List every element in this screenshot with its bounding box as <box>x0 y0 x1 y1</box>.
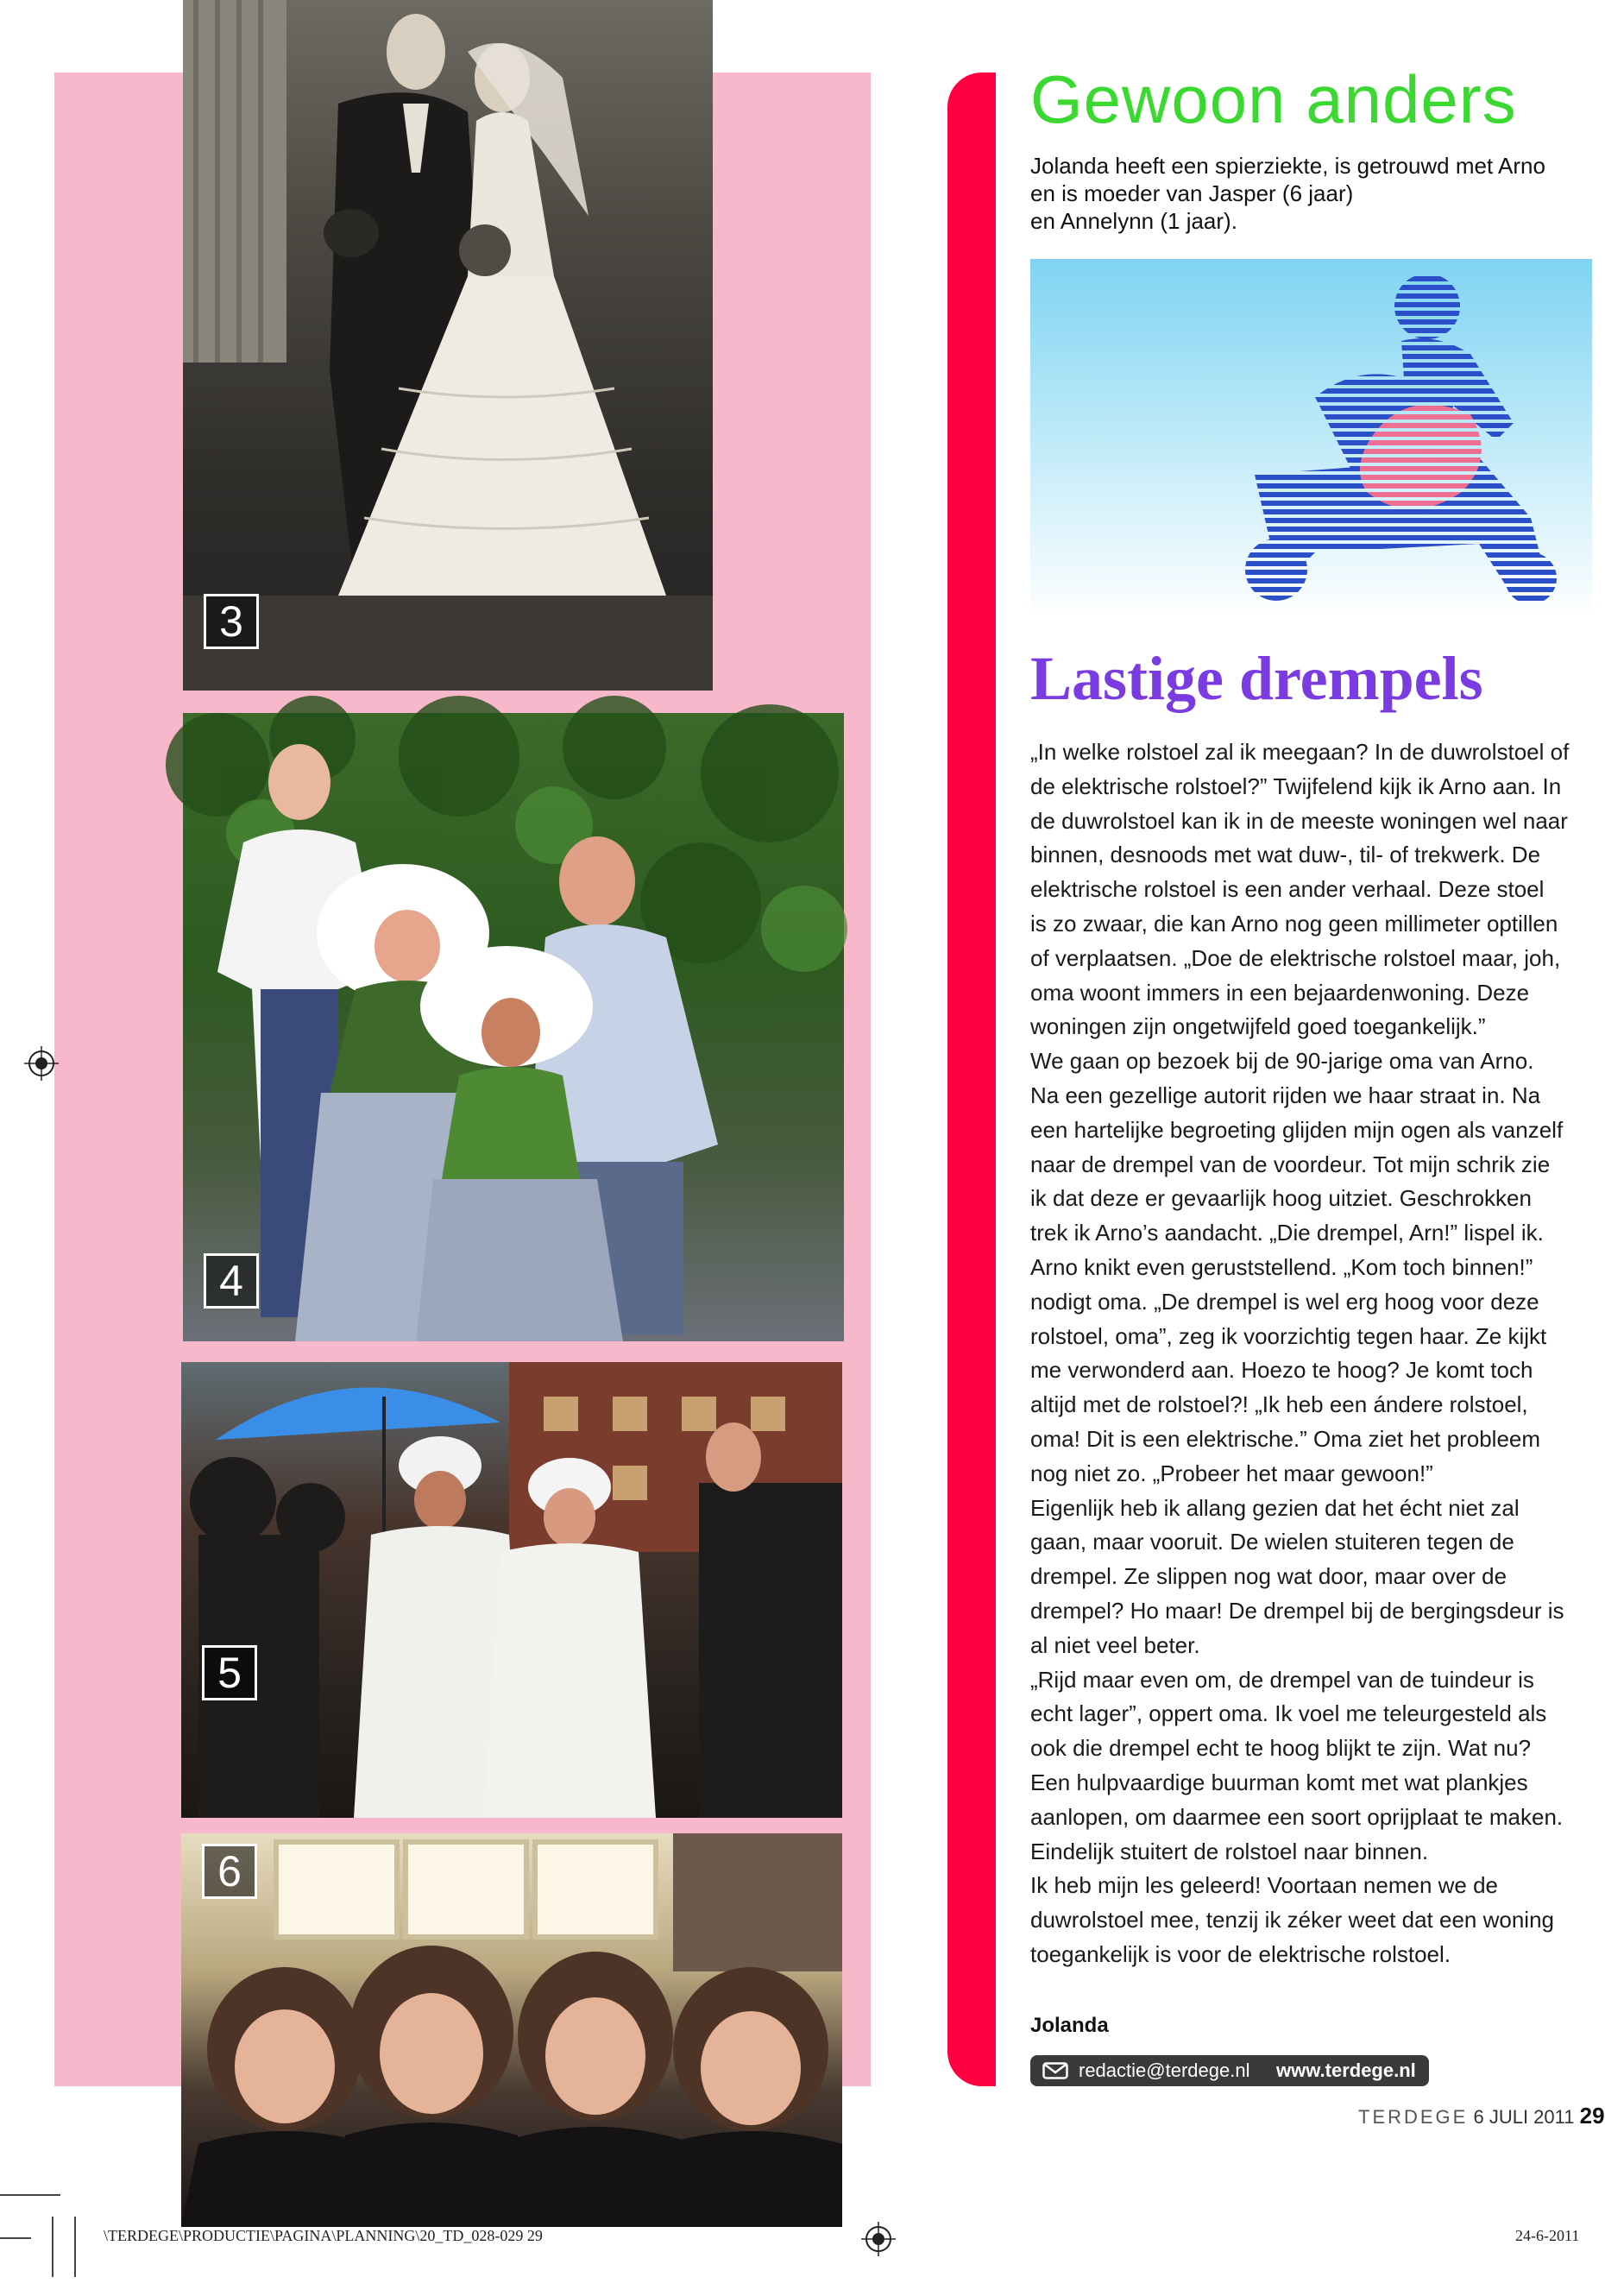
body-line: al niet veel beter. <box>1030 1631 1200 1658</box>
photo-wedding <box>183 0 713 691</box>
crop-mark <box>0 2194 60 2196</box>
body-line: oma! Dit is een elektrische.” Oma ziet het probleem <box>1030 1425 1541 1452</box>
photo-number: 3 <box>204 594 259 649</box>
body-line: Eindelijk stuitert de rolstoel naar binnen. <box>1030 1838 1429 1864</box>
body-line: altijd met de rolstoel?! „Ik heb een ándere rolstoel, <box>1030 1391 1528 1418</box>
intro-line: en is moeder van Jasper (6 jaar) <box>1030 180 1354 206</box>
print-slug-date: 24-6-2011 <box>1515 2227 1580 2244</box>
body-line: woningen zijn ongetwijfeld goed toegankelijk.” <box>1030 1013 1486 1040</box>
body-line: ik dat deze er gevaarlijk hoog uitziet. Geschrokken <box>1030 1185 1532 1212</box>
magazine-name: TERDEGE <box>1358 2106 1469 2128</box>
photo-white-coats <box>181 1362 842 1818</box>
body-line: binnen, desnoods met wat duw-, til- of trekwerk. De <box>1030 842 1541 868</box>
photo-number: 6 <box>202 1844 257 1899</box>
registration-mark-icon <box>859 2220 897 2258</box>
body-line: „In welke rolstoel zal ik meegaan? In de duwrolstoel of <box>1030 739 1570 765</box>
envelope-icon <box>1042 2062 1068 2079</box>
four-girls-scene <box>181 1833 842 2227</box>
wheelchair-logo <box>1030 259 1592 618</box>
author-intro <box>1030 152 1583 235</box>
author-name: Jolanda <box>1030 2014 1109 2037</box>
contact-bar <box>1030 2055 1429 2086</box>
body-line: een hartelijke begroeting glijden mijn ogen als vanzelf <box>1030 1116 1564 1143</box>
body-line: Eigenlijk heb ik allang gezien dat het écht niet zal <box>1030 1494 1520 1521</box>
body-line: Na een gezellige autorit rijden we haar straat in. Na <box>1030 1082 1541 1108</box>
intro-line: Jolanda heeft een spierziekte, is getrouwd met Arno <box>1030 153 1545 179</box>
body-line: aanlopen, om daarmee een soort oprijplaat te maken. <box>1030 1803 1564 1830</box>
body-line: „Rijd maar even om, de drempel van de tuindeur is <box>1030 1666 1534 1693</box>
issue-date: 6 JULI 2011 <box>1473 2106 1575 2128</box>
registration-mark-icon <box>22 1044 60 1082</box>
body-line: gaan, maar vooruit. De wielen stuiteren tegen de <box>1030 1529 1514 1555</box>
body-line: elektrische rolstoel is een ander verhaal. Deze stoel <box>1030 876 1545 903</box>
column-title: Gewoon anders <box>1030 61 1517 137</box>
body-line: nodigt oma. „De drempel is wel erg hoog voor deze <box>1030 1288 1539 1315</box>
body-line: oma woont immers in een bejaardenwoning. Deze <box>1030 979 1530 1006</box>
crop-mark <box>52 2217 54 2277</box>
body-line: ook die drempel echt te hoog blijkt te zijn. Wat nu? <box>1030 1735 1532 1762</box>
body-line: We gaan op bezoek bij de 90-jarige oma van Arno. <box>1030 1048 1534 1075</box>
body-line: trek ik Arno’s aandacht. „Die drempel, Arn!” lispel ik. <box>1030 1220 1544 1246</box>
body-line: drempel? Ho maar! De drempel bij de bergingsdeur is <box>1030 1597 1564 1624</box>
body-line: Een hulpvaardige buurman komt met wat plankjes <box>1030 1769 1528 1795</box>
body-line: Arno knikt even geruststellend. „Kom toch binnen!” <box>1030 1253 1533 1280</box>
body-line: me verwonderd aan. Hoezo te hoog? Je komt toch <box>1030 1357 1533 1384</box>
body-line: duwrolstoel mee, tenzij ik zéker weet dat een woning <box>1030 1907 1554 1933</box>
photo-number: 4 <box>204 1253 259 1309</box>
contact-email-link[interactable]: redactie@terdege.nl <box>1079 2059 1250 2081</box>
print-slug-path: \TERDEGE\PRODUCTIE\PAGINA\PLANNING\20_TD_028-029 29 <box>104 2227 543 2244</box>
crop-mark <box>74 2217 76 2277</box>
wheelchair-logo-icon <box>1030 259 1592 618</box>
body-line: de elektrische rolstoel?” Twijfelend kijk ik Arno aan. In <box>1030 773 1562 799</box>
body-line: drempel. Ze slippen nog wat door, maar over de <box>1030 1563 1507 1590</box>
intro-line: en Annelynn (1 jaar). <box>1030 208 1237 234</box>
photo-four-girls <box>181 1833 842 2227</box>
wedding-scene <box>183 0 713 691</box>
article-body <box>1030 735 1592 1972</box>
body-line: toegankelijk is voor de elektrische rolstoel. <box>1030 1940 1451 1967</box>
body-line: echt lager”, oppert oma. Ik voel me teleurgesteld als <box>1030 1700 1547 1727</box>
body-line: naar de drempel van de voordeur. Tot mijn schrik zie <box>1030 1151 1551 1177</box>
photo-family-traditional-dress <box>183 713 844 1341</box>
accent-bar <box>947 73 996 2086</box>
page-folio <box>1358 2103 1605 2129</box>
contact-website-link[interactable]: www.terdege.nl <box>1276 2059 1416 2081</box>
photo-number: 5 <box>202 1645 257 1700</box>
crop-mark <box>0 2237 31 2239</box>
body-line: nog niet zo. „Probeer het maar gewoon!” <box>1030 1460 1433 1486</box>
body-line: de duwrolstoel kan ik in de meeste woningen wel naar <box>1030 807 1568 834</box>
white-coats-scene <box>181 1362 842 1818</box>
article-title: Lastige drempels <box>1030 644 1483 713</box>
body-line: of verplaatsen. „Doe de elektrische rolstoel maar, joh, <box>1030 944 1561 971</box>
body-line: is zo zwaar, die kan Arno nog geen millimeter optillen <box>1030 910 1558 937</box>
page-number: 29 <box>1579 2103 1605 2129</box>
body-line: rolstoel, oma”, zeg ik voorzichtig tegen haar. Ze kijkt <box>1030 1322 1547 1349</box>
body-line: Ik heb mijn les geleerd! Voortaan nemen we de <box>1030 1872 1499 1899</box>
family-scene <box>183 713 844 1341</box>
